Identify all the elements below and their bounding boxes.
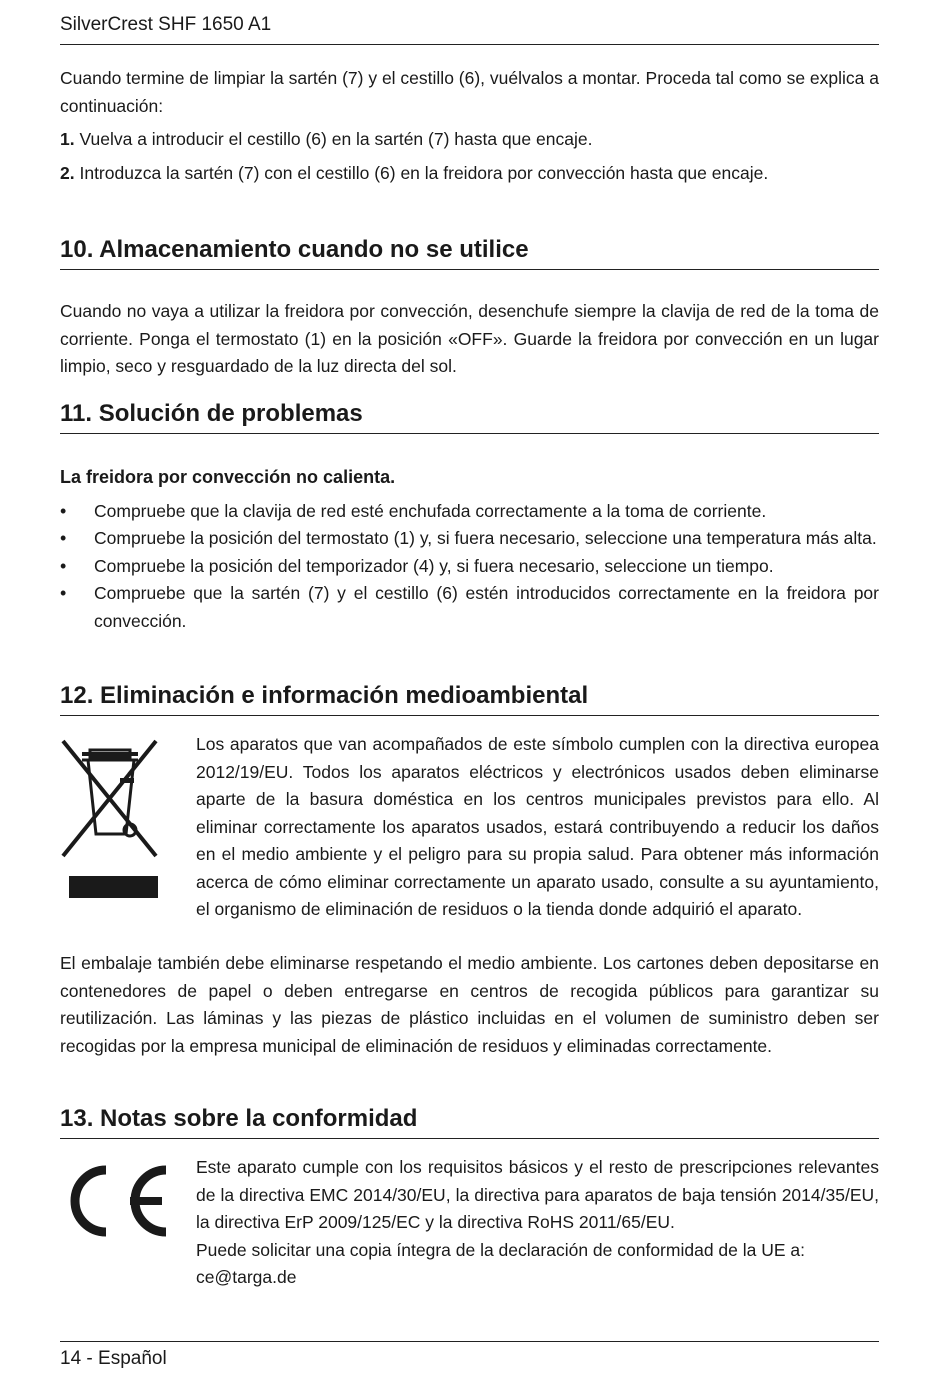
page-language: Español (98, 1348, 167, 1369)
intro-step-2 (60, 160, 879, 188)
step-number: 1. (60, 129, 75, 149)
list-item: • Compruebe la posición del temporizador (4) y, si fuera necesario, seleccione un tiempo. (60, 553, 879, 581)
ce-mark-icon (60, 1160, 172, 1242)
troubleshooting-list (60, 498, 879, 636)
section-12-paragraph-2: El embalaje también debe eliminarse respetando el medio ambiente. Los cartones deben depositarse en contenedores de papel o deben entregarse en centros de recogida públicos para garantizar su reutilización. Las láminas y las piezas de plástico incluidas en el volumen de suministro deben ser recogidas por la empresa municipal de eliminación de residuos y eliminadas correctamente. (60, 953, 879, 1056)
section-11-subheading: La freidora por convección no calienta. (60, 467, 396, 487)
header-divider (60, 44, 879, 45)
list-item: • Compruebe que la sartén (7) y el cestillo (6) estén introducidos correctamente en la freidora por convección. (60, 580, 879, 635)
page-number: 14 (60, 1348, 82, 1369)
page-footer (60, 1348, 167, 1370)
section-12-paragraph: Los aparatos que van acompañados de este símbolo cumplen con la directiva europea 2012/19/EU. Todos los aparatos eléctricos y electrónicos usados deben eliminarse aparte de la basura doméstica en los centros municipales previstos para ello. Al eliminar correctamente los aparatos usados, estará contribuyendo a reducir los daños en el medio ambiente y el peligro para su propia salud. Para obtener más información acerca de cómo eliminar correctamente un aparato usado, consulte a su ayuntamiento, el organismo de eliminación de residuos o la tienda donde adquirió el aparato. (196, 734, 879, 919)
footer-divider (60, 1341, 879, 1342)
step-number: 2. (60, 162, 75, 183)
list-item: • Compruebe la posición del termostato (1) y, si fuera necesario, seleccione una temperatura más alta. (60, 525, 879, 553)
page-header-title: SilverCrest SHF 1650 A1 (60, 14, 272, 35)
step-text: Vuelva a introducir el cestillo (6) en la sartén (7) hasta que encaje. (74, 129, 593, 149)
section-12-heading: 12. Eliminación e información medioambiental (60, 681, 879, 716)
section-11-body (60, 464, 879, 635)
section-10-paragraph: Cuando no vaya a utilizar la freidora por convección, desenchufe siempre la clavija de red de la toma de corriente. Ponga el termostato (1) en la posición «OFF». Guarde la freidora por convección en un lugar limpio, seco y resguardado de la luz directa del sol. (60, 301, 879, 376)
list-item: • Compruebe que la clavija de red esté enchufada correctamente a la toma de corriente. (60, 498, 879, 526)
step-text: Introduzca la sartén (7) con el cestillo (6) en la freidora por convección hasta que encaje. (74, 162, 769, 183)
footer-separator: - (86, 1348, 93, 1369)
contact-email: ce@targa.de (196, 1267, 297, 1287)
section-11-heading: 11. Solución de problemas (60, 399, 879, 434)
section-13-body (196, 1154, 879, 1292)
section-10-body (60, 298, 879, 381)
section-13-paragraph: Este aparato cumple con los requisitos básicos y el resto de prescripciones relevantes de la directiva EMC 2014/30/EU, la directiva para aparatos de baja tensión 2014/35/EU, la directiva ErP 2009/125/EC y la directiva RoHS 2011/65/EU. (196, 1157, 879, 1232)
section-10-heading: 10. Almacenamiento cuando no se utilice (60, 235, 879, 270)
section-13-heading: 13. Notas sobre la conformidad (60, 1104, 879, 1139)
intro-block (60, 65, 879, 187)
intro-step-1 (60, 126, 879, 154)
section-12-weee-text (196, 731, 879, 924)
section-13-contact: Puede solicitar una copia íntegra de la declaración de conformidad de la UE a: (196, 1239, 805, 1260)
weee-crossed-bin-icon (60, 738, 160, 900)
intro-paragraph: Cuando termine de limpiar la sartén (7) y el cestillo (6), vuélvalos a montar. Proceda tal como se explica a continuación: (60, 68, 879, 116)
section-12-packaging-text (60, 950, 879, 1060)
